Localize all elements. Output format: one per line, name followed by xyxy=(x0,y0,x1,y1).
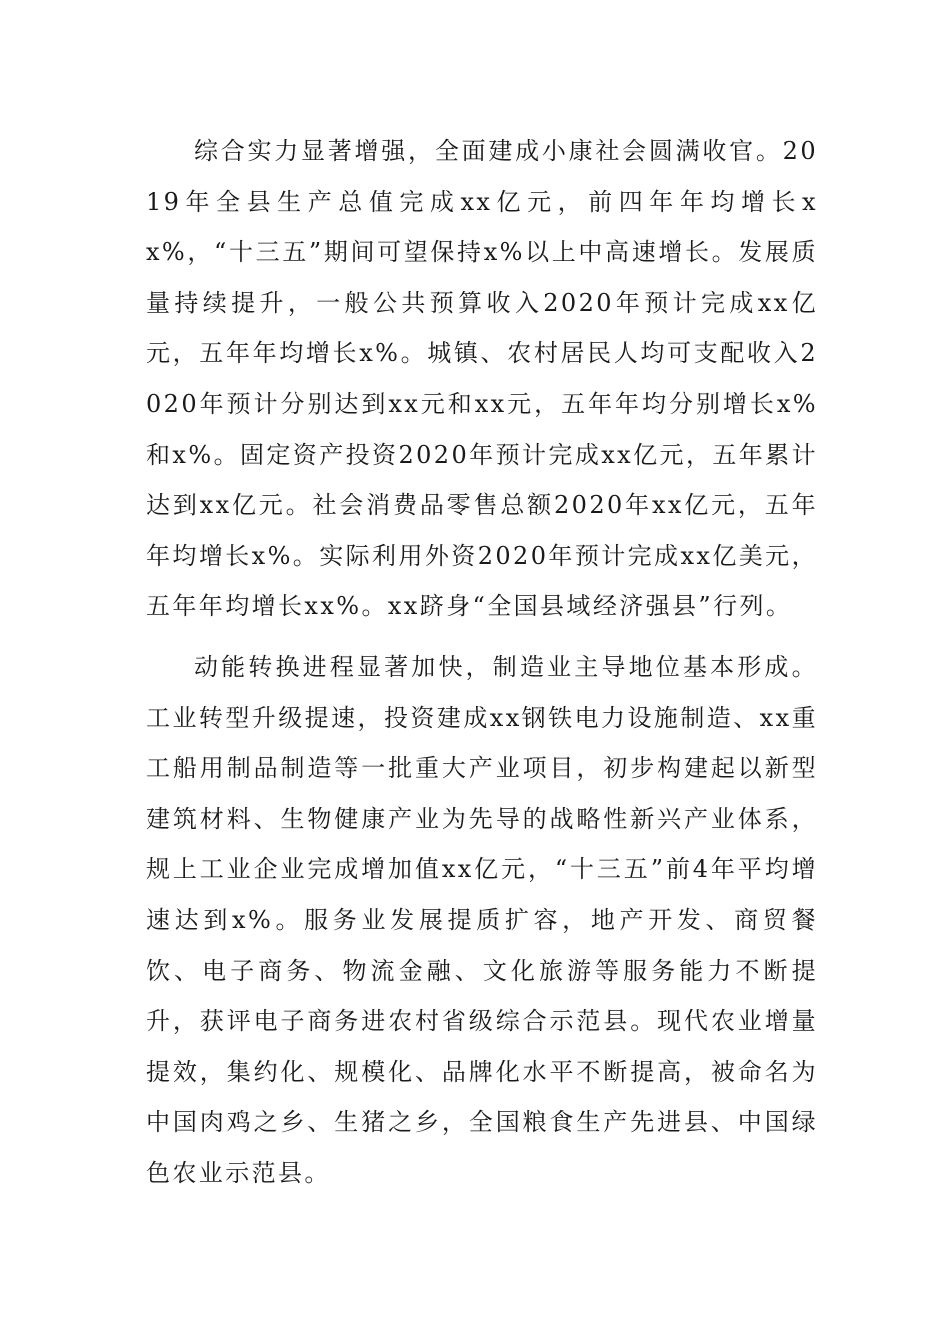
document-body xyxy=(146,126,818,1208)
paragraph-industrial-transformation: 动能转换进程显著加快，制造业主导地位基本形成。工业转型升级提速，投资建成xx钢铁电力设施制造、xx重工船用制品制造等一批重大产业项目，初步构建起以新型建筑材料、生物健康产业为先导的战略性新兴产业体系，规上工业企业完成增加值xx亿元，“十三五”前4年平均增速达到x%。服务业发展提质扩容，地产开发、商贸餐饮、电子商务、物流金融、文化旅游等服务能力不断提升，获评电子商务进农村省级综合示范县。现代农业增量提效，集约化、规模化、品牌化水平不断提高，被命名为中国肉鸡之乡、生猪之乡，全国粮食生产先进县、中国绿色农业示范县。 xyxy=(146,652,818,1187)
paragraph-economic-strength: 综合实力显著增强，全面建成小康社会圆满收官。2019年全县生产总值完成xx亿元，前四年年均增长xx%，“十三五”期间可望保持x%以上中高速增长。发展质量持续提升，一般公共预算收入2020年预计完成xx亿元，五年年均增长x%。城镇、农村居民人均可支配收入2020年预计分别达到xx元和xx元，五年年均分别增长x%和x%。固定资产投资2020年预计完成xx亿元，五年累计达到xx亿元。社会消费品零售总额2020年xx亿元，五年年均增长x%。实际利用外资2020年预计完成xx亿美元，五年年均增长xx%。xx跻身“全国县域经济强县”行列。 xyxy=(146,137,818,621)
